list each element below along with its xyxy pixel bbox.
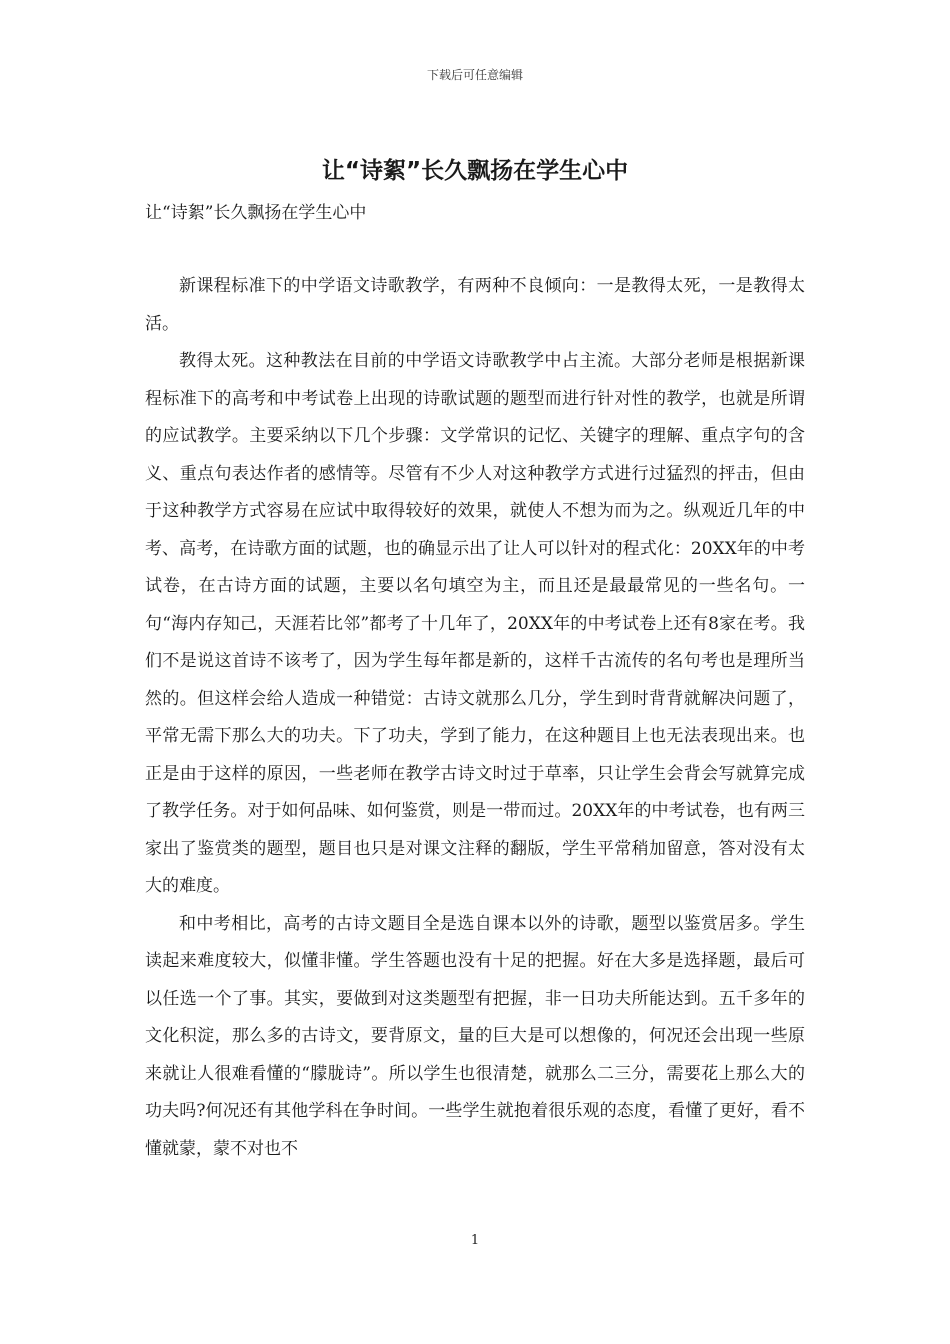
document-body (145, 268, 805, 1168)
page-number: 1 (470, 1233, 480, 1248)
paragraph: 和中考相比，高考的古诗文题目全是选自课本以外的诗歌，题型以鉴赏居多。学生读起来难度较大，似懂非懂。学生答题也没有十足的把握。好在大多是选择题，最后可以任选一个了事。其实，要做到对这类题型有把握，非一日功夫所能达到。五千多年的文化积淀，那么多的古诗文，要背原文，量的巨大是可以想像的，何况还会出现一些原来就让人很难看懂的“朦胧诗”。所以学生也很清楚，就那么二三分，需要花上那么大的功夫吗?何况还有其他学科在争时间。一些学生就抱着很乐观的态度，看懂了更好，看不懂就蒙，蒙不对也不 (145, 913, 805, 1159)
paragraph: 新课程标准下的中学语文诗歌教学，有两种不良倾向：一是教得太死，一是教得太活。 (145, 276, 805, 334)
document-title: 让“诗絮”长久飘扬在学生心中 (321, 158, 629, 184)
paragraph: 教得太死。这种教法在目前的中学语文诗歌教学中占主流。大部分老师是根据新课程标准下的高考和中考试卷上出现的诗歌试题的题型而进行针对性的教学，也就是所谓的应试教学。主要采纳以下几个步骤：文学常识的记忆、关键字的理解、重点字句的含义、重点句表达作者的感情等。尽管有不少人对这种教学方式进行过猛烈的抨击，但由于这种教学方式容易在应试中取得较好的效果，就使人不想为而为之。纵观近几年的中考、高考，在诗歌方面的试题，也的确显示出了让人可以针对的程式化：20XX年的中考试卷，在古诗方面的试题，主要以名句填空为主，而且还是最最常见的一些名句。一句“海内存知己，天涯若比邻”都考了十几年了，20XX年的中考试卷上还有8家在考。我们不是说这首诗不该考了，因为学生每年都是新的，这样千古流传的名句考也是理所当然的。但这样会给人造成一种错觉：古诗文就那么几分，学生到时背背就解决问题了，平常无需下那么大的功夫。下了功夫，学到了能力，在这种题目上也无法表现出来。也正是由于这样的原因，一些老师在教学古诗文时过于草率，只让学生会背会写就算完成了教学任务。对于如何品味、如何鉴赏，则是一带而过。20XX年的中考试卷，也有两三家出了鉴赏类的题型，题目也只是对课文注释的翻版，学生平常稍加留意，答对没有太大的难度。 (145, 351, 805, 896)
document-subtitle: 让“诗絮”长久飘扬在学生心中 (145, 203, 367, 223)
header-note: 下载后可任意编辑 (426, 68, 523, 82)
